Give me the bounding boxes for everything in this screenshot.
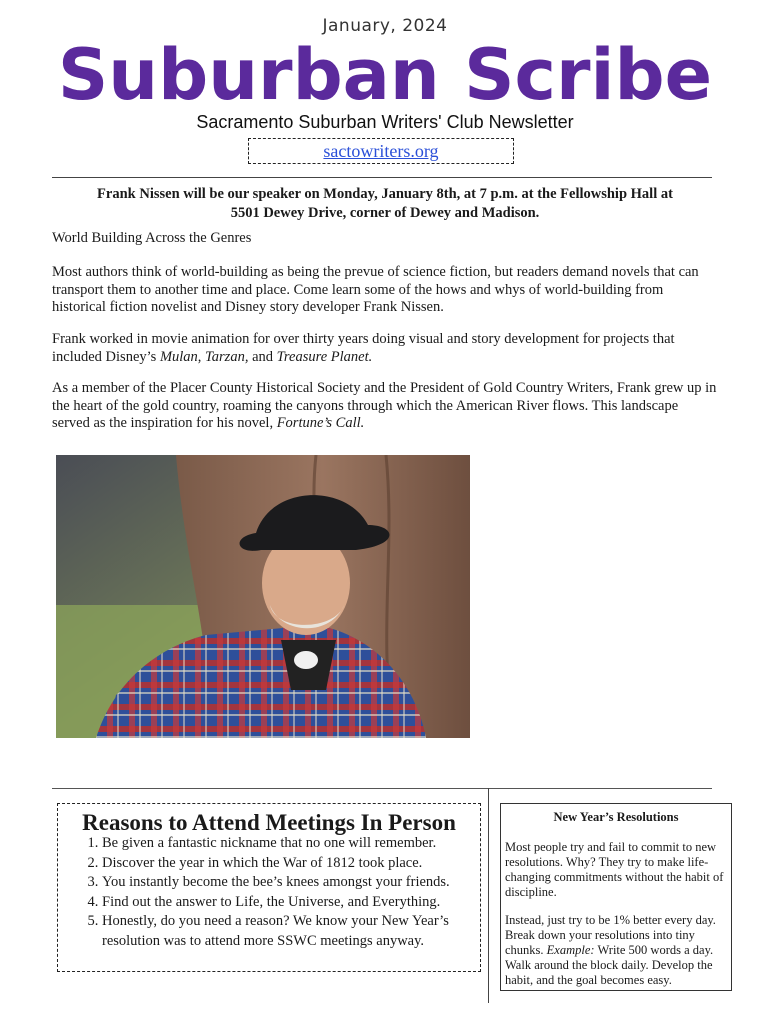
website-link[interactable]: sactowriters.org <box>323 141 439 161</box>
novel-title: Fortune’s Call. <box>276 415 365 431</box>
reasons-list <box>58 834 467 951</box>
para2-sep1: , <box>197 348 206 365</box>
article-paragraph-3 <box>52 380 717 433</box>
speaker-line-1: Frank Nissen will be our speaker on Monday, January 8th, at 7 p.m. at the Fellowship Hall at <box>97 186 673 202</box>
speaker-announcement <box>60 185 710 223</box>
article-paragraph-1: Most authors think of world-building as being the prevue of science fiction, but readers demand novels that can transport them to another time and place. Come learn some of the hows and whys of world-building from historical fiction novelist and Disney story developer Frank Nissen. <box>52 264 699 315</box>
film-mulan: Mulan <box>159 348 198 365</box>
list-item: 1. Be given a fantastic nickname that no one will remember. <box>102 834 467 854</box>
article-paragraph-2 <box>52 331 717 366</box>
para2-text: Frank worked in movie animation for over thirty years doing visual and story development for projects that included Disney’s <box>52 331 675 365</box>
column-divider <box>488 788 489 1003</box>
example-label: Example: <box>546 943 595 957</box>
url-box <box>248 138 514 164</box>
speaker-photo <box>56 455 470 738</box>
para2-sep2: and <box>248 348 277 365</box>
resolutions-paragraph-2 <box>505 913 729 988</box>
resolutions-title: New Year’s Resolutions <box>553 810 679 824</box>
masthead-title: Suburban Scribe <box>57 34 713 116</box>
speaker-line-2: 5501 Dewey Drive, corner of Dewey and Madison. <box>230 205 540 221</box>
reasons-title: Reasons to Attend Meetings In Person <box>82 810 456 835</box>
topic-title: World Building Across the Genres <box>52 230 252 246</box>
resolutions-para2-text: Instead, just try to be 1% better every day. Break down your resolutions into tiny chunks. <box>505 913 716 957</box>
header-rule <box>52 177 712 178</box>
list-item: 4. Find out the answer to Life, the Universe, and Everything. <box>102 893 467 913</box>
section-rule <box>52 788 712 789</box>
list-item: 3. You instantly become the bee’s knees amongst your friends. <box>102 873 467 893</box>
film-tarzan: Tarzan, <box>205 348 249 365</box>
reasons-box <box>57 803 481 972</box>
list-item: 2. Discover the year in which the War of 1812 took place. <box>102 854 467 874</box>
issue-date: January, 2024 <box>322 16 448 36</box>
film-treasure-planet: Treasure Planet. <box>276 348 373 365</box>
list-item: 5. Honestly, do you need a reason? We know your New Year’s resolution was to attend more SSWC meetings anyway. <box>102 912 467 951</box>
resolutions-box <box>500 803 732 991</box>
resolutions-para2-rest: Write 500 words a day. Walk around the block daily. Develop the habit, and the goal becomes easy. <box>505 943 714 987</box>
para3-text: As a member of the Placer County Historical Society and the President of Gold Country Writers, Frank grew up in the heart of the gold country, roaming the canyons through which the American River flows. This landscape served as the inspiration for his novel, <box>52 380 717 431</box>
resolutions-paragraph-1: Most people try and fail to commit to new resolutions. Why? They try to make life-changing commitments without the habit of discipline. <box>505 840 724 899</box>
newsletter-subtitle: Sacramento Suburban Writers' Club Newsletter <box>196 112 574 132</box>
